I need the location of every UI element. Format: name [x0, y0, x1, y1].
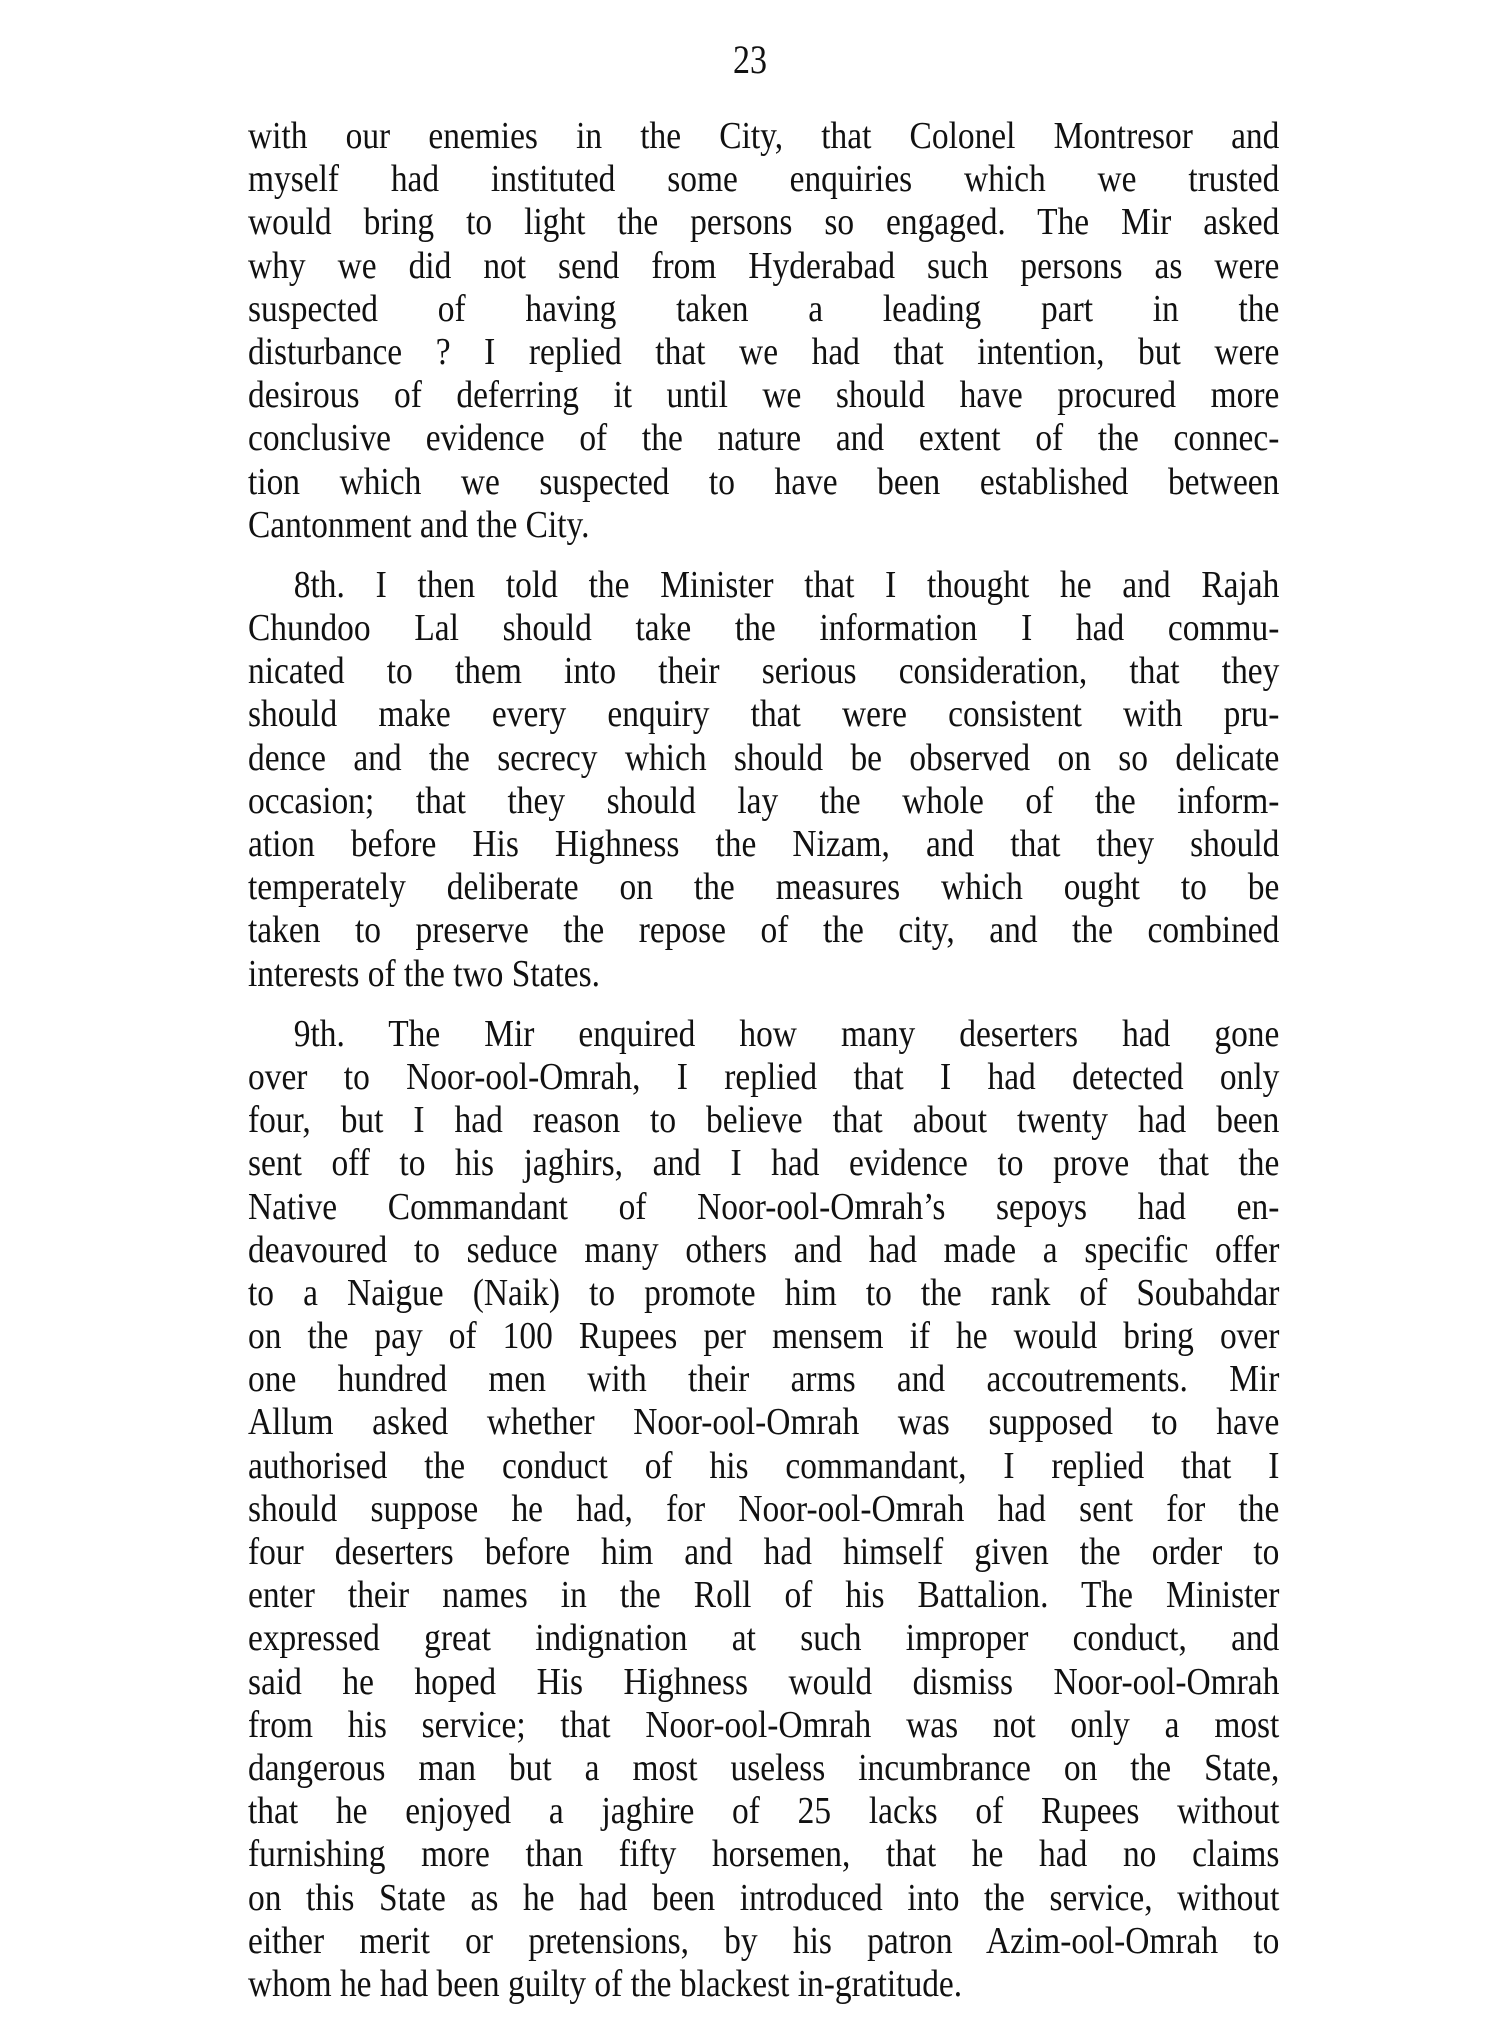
- body-text: [248, 115, 1279, 2023]
- text-line: should suppose he had, for Noor-ool-Omrah had sent for the: [248, 1487, 1280, 1530]
- text-line: Allum asked whether Noor-ool-Omrah was supposed to have: [248, 1401, 1280, 1444]
- text-line: four deserters before him and had himself given the order to: [248, 1531, 1280, 1573]
- text-line: myself had instituted some enquiries which we trusted: [248, 158, 1280, 201]
- text-line: interests of the two States.: [248, 952, 600, 995]
- text-line: Chundoo Lal should take the information I had commu-: [248, 607, 1280, 650]
- text-line: one hundred men with their arms and accoutrements. Mir: [248, 1358, 1280, 1401]
- text-line: whom he had been guilty of the blackest in-gratitude.: [248, 1962, 963, 2005]
- text-line: disturbance ? I replied that we had that intention, but were: [248, 330, 1280, 373]
- text-line: dence and the secrecy which should be observed on so delicate: [248, 736, 1280, 779]
- text-line: furnishing more than fifty horsemen, that he had no claims: [248, 1833, 1280, 1876]
- text-line: desirous of deferring it until we should have procured more: [248, 374, 1280, 417]
- text-line: expressed great indignation at such improper conduct, and: [248, 1617, 1280, 1660]
- text-line: taken to preserve the repose of the city, and the combined: [248, 909, 1280, 952]
- text-line: four, but I had reason to believe that about twenty had been: [248, 1099, 1280, 1142]
- text-line: Native Commandant of Noor-ool-Omrah’s sepoys had en-: [248, 1185, 1280, 1228]
- text-line: why we did not send from Hyderabad such persons as were: [248, 244, 1280, 287]
- text-line: ation before His Highness the Nizam, and that they should: [248, 823, 1280, 865]
- text-line: tion which we suspected to have been established between: [248, 460, 1280, 503]
- paragraph: [248, 115, 1279, 547]
- page-number: 23: [733, 37, 767, 82]
- text-line: conclusive evidence of the nature and extent of the connec-: [248, 417, 1280, 460]
- text-line: temperately deliberate on the measures which ought to be: [248, 866, 1280, 909]
- text-line: 8th. I then told the Minister that I thought he and Rajah: [293, 563, 1280, 606]
- text-line: that he enjoyed a jaghire of 25 lacks of Rupees without: [248, 1790, 1280, 1833]
- text-line: from his service; that Noor-ool-Omrah was not only a most: [248, 1703, 1280, 1746]
- paragraph: [248, 1013, 1279, 2006]
- text-line: over to Noor-ool-Omrah, I replied that I had detected only: [248, 1055, 1280, 1098]
- text-line: to a Naigue (Naik) to promote him to the rank of Soubahdar: [248, 1271, 1280, 1314]
- text-line: deavoured to seduce many others and had made a specific offer: [248, 1228, 1280, 1271]
- text-line: Cantonment and the City.: [248, 503, 590, 546]
- text-line: occasion; that they should lay the whole of the inform-: [248, 779, 1280, 822]
- text-line: suspected of having taken a leading part in the: [248, 287, 1280, 330]
- text-line: on this State as he had been introduced into the service, without: [248, 1876, 1280, 1919]
- text-line: on the pay of 100 Rupees per mensem if he would bring over: [248, 1315, 1280, 1358]
- text-line: would bring to light the persons so engaged. The Mir asked: [248, 201, 1280, 244]
- text-line: either merit or pretensions, by his patron Azim-ool-Omrah to: [248, 1919, 1280, 1962]
- text-line: authorised the conduct of his commandant, I replied that I: [248, 1444, 1280, 1487]
- paragraph: [248, 564, 1279, 996]
- text-line: dangerous man but a most useless incumbrance on the State,: [248, 1746, 1280, 1789]
- text-line: enter their names in the Roll of his Battalion. The Minister: [248, 1574, 1280, 1617]
- text-line: said he hoped His Highness would dismiss Noor-ool-Omrah: [248, 1660, 1280, 1703]
- text-line: should make every enquiry that were consistent with pru-: [248, 693, 1280, 736]
- text-line: nicated to them into their serious consideration, that they: [248, 650, 1280, 693]
- text-line: with our enemies in the City, that Colonel Montresor and: [248, 115, 1280, 157]
- text-line: 9th. The Mir enquired how many deserters had gone: [293, 1012, 1280, 1055]
- text-line: sent off to his jaghirs, and I had evidence to prove that the: [248, 1142, 1280, 1185]
